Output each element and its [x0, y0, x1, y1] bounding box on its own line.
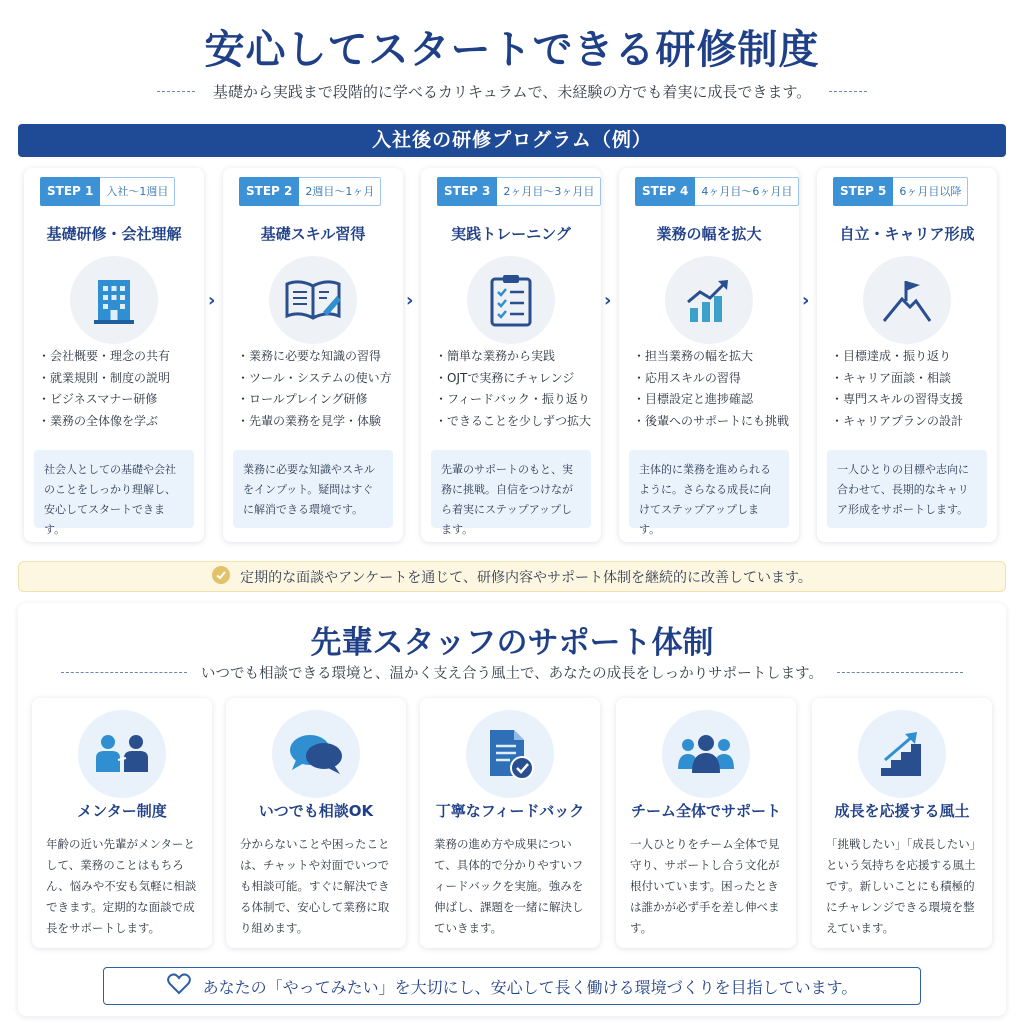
support-card-title: チーム全体でサポート [630, 802, 781, 820]
support-card-body: 「挑戦したい」「成長したい」という気持ちを応援する風土です。新しいことにも積極的にチャレンジできる環境を整えています。 [826, 837, 982, 935]
support-card-body: 一人ひとりをチーム全体で見守り、サポートし合う文化が根付いています。困ったときは誰かが必ず手を差し伸べます。 [630, 837, 780, 935]
support-card-mentor [32, 698, 212, 948]
step-header [635, 177, 799, 206]
program-band-title: 入社後の研修プログラム（例） [18, 124, 1006, 157]
step-header [40, 177, 175, 206]
step-badge: STEP 5 [833, 177, 893, 206]
page-title: 安心してスタートできる研修制度 [204, 26, 820, 73]
chat-bubbles-icon [272, 710, 360, 798]
step-items [633, 346, 795, 432]
divider-left [61, 672, 187, 673]
chevron-right-icon: › [604, 290, 612, 311]
clipboard-checklist-icon [467, 256, 555, 344]
support-card-consult [226, 698, 406, 948]
step-period: 2ヶ月目〜3ヶ月目 [497, 177, 601, 206]
stairs-up-icon [858, 710, 946, 798]
list-item: ・ ビジネスマナー研修 [38, 389, 200, 411]
list-item: ・ 目標設定と進捗確認 [633, 389, 795, 411]
support-subtitle-row [18, 661, 1006, 683]
chevron-right-icon: › [802, 290, 810, 311]
support-title: 先輩スタッフのサポート体制 [310, 625, 714, 661]
divider-right [837, 672, 963, 673]
step-header [437, 177, 601, 206]
step-card-3 [421, 168, 601, 542]
list-item: ・ キャリアプランの設計 [831, 411, 993, 433]
list-item: ・ 専門スキルの習得支援 [831, 389, 993, 411]
list-item: ・ 会社概要・理念の共有 [38, 346, 200, 368]
list-item: ・ 業務に必要な知識の習得 [237, 346, 399, 368]
step-header [239, 177, 381, 206]
step-badge: STEP 1 [40, 177, 100, 206]
list-item: ・ ロールプレイング研修 [237, 389, 399, 411]
step-badge: STEP 4 [635, 177, 695, 206]
chevron-right-icon: › [406, 290, 414, 311]
chevron-right-icon: › [208, 290, 216, 311]
support-card-body: 年齢の近い先輩がメンターとして、業務のことはもちろん、悩みや不安も気軽に相談できます。定期的な面談で成長をサポートします。 [46, 837, 197, 935]
step-badge: STEP 3 [437, 177, 497, 206]
step-period: 入社〜1週目 [100, 177, 175, 206]
list-item: ・ キャリア面談・相談 [831, 368, 993, 390]
improvement-notice [18, 561, 1006, 592]
summit-flag-icon [863, 256, 951, 344]
step-period: 2週目〜1ヶ月 [299, 177, 381, 206]
support-card-body: 分からないことや困ったことは、チャットや対面でいつでも相談可能。すぐに解決できる体制で、安心して業務に取り組めます。 [240, 837, 390, 935]
divider-left [157, 91, 195, 92]
support-card-culture [812, 698, 992, 948]
list-item: ・ OJTで実務にチャレンジ [435, 368, 597, 390]
step-card-1 [24, 168, 204, 542]
step-title: 基礎スキル習得 [260, 225, 366, 243]
page-subtitle: 基礎から実践まで段階的に学べるカリキュラムで、未経験の方でも着実に成長できます。 [212, 82, 812, 101]
step-card-2 [223, 168, 403, 542]
step-period: 4ヶ月目〜6ヶ月目 [695, 177, 799, 206]
step-note: 主体的に業務を進められるように。さらなる成長に向けてステップアップします。 [629, 450, 789, 528]
support-card-title: 丁寧なフィードバック [435, 802, 585, 820]
list-item: ・ 担当業務の幅を拡大 [633, 346, 795, 368]
list-item: ・ 簡単な業務から実践 [435, 346, 597, 368]
step-title: 業務の幅を拡大 [656, 225, 762, 243]
step-note: 一人ひとりの目標や志向に合わせて、長期的なキャリア形成をサポートします。 [827, 450, 987, 528]
step-title: 実践トレーニング [451, 225, 571, 243]
step-title: 基礎研修・会社理解 [46, 225, 182, 243]
support-section [18, 603, 1006, 1016]
step-items [435, 346, 597, 432]
list-item: ・ 就業規則・制度の説明 [38, 368, 200, 390]
step-period: 6ヶ月目以降 [893, 177, 968, 206]
support-card-feedback [420, 698, 600, 948]
list-item: ・ ツール・システムの使い方 [237, 368, 399, 390]
support-card-title: 成長を応援する風土 [834, 802, 970, 820]
closing-message [103, 967, 921, 1005]
step-title: 自立・キャリア形成 [839, 225, 975, 243]
growth-chart-icon [665, 256, 753, 344]
support-card-body: 業務の進め方や成果について、具体的で分かりやすいフィードバックを実施。強みを伸ばし、課題を一緒に解決していきます。 [434, 837, 584, 935]
list-item: ・ 目標達成・振り返り [831, 346, 993, 368]
step-note: 先輩のサポートのもと、実務に挑戦。自信をつけながら着実にステップアップします。 [431, 450, 591, 528]
team-group-icon [662, 710, 750, 798]
support-card-team [616, 698, 796, 948]
list-item: ・ 応用スキルの習得 [633, 368, 795, 390]
support-card-title: いつでも相談OK [258, 802, 374, 820]
step-badge: STEP 2 [239, 177, 299, 206]
notice-text: 定期的な面談やアンケートを通じて、研修内容やサポート体制を継続的に改善しています。 [240, 569, 812, 586]
step-items [831, 346, 993, 432]
building-icon [70, 256, 158, 344]
heart-icon [167, 973, 191, 999]
list-item: ・ 先輩の業務を見学・体験 [237, 411, 399, 433]
step-note: 社会人としての基礎や会社のことをしっかり理解し、安心してスタートできます。 [34, 450, 194, 528]
step-items [38, 346, 200, 432]
list-item: ・ フィードバック・振り返り [435, 389, 597, 411]
step-items [237, 346, 399, 432]
document-check-icon [466, 710, 554, 798]
divider-right [829, 91, 867, 92]
mentor-pair-icon [78, 710, 166, 798]
list-item: ・ 業務の全体像を学ぶ [38, 411, 200, 433]
support-subtitle: いつでも相談できる環境と、温かく支え合う風土で、あなたの成長をしっかりサポートします。 [200, 665, 824, 682]
subtitle-row [0, 80, 1024, 102]
step-header [833, 177, 968, 206]
open-book-icon [269, 256, 357, 344]
support-card-title: メンター制度 [77, 802, 167, 820]
list-item: ・ できることを少しずつ拡大 [435, 411, 597, 433]
step-card-5 [817, 168, 997, 542]
check-circle-icon [212, 566, 230, 588]
list-item: ・ 後輩へのサポートにも挑戦 [633, 411, 795, 433]
step-card-4 [619, 168, 799, 542]
closing-message-text: あなたの「やってみたい」を大切にし、安心して長く働ける環境づくりを目指しています。 [202, 977, 858, 997]
step-note: 業務に必要な知識やスキルをインプット。疑問はすぐに解消できる環境です。 [233, 450, 393, 528]
